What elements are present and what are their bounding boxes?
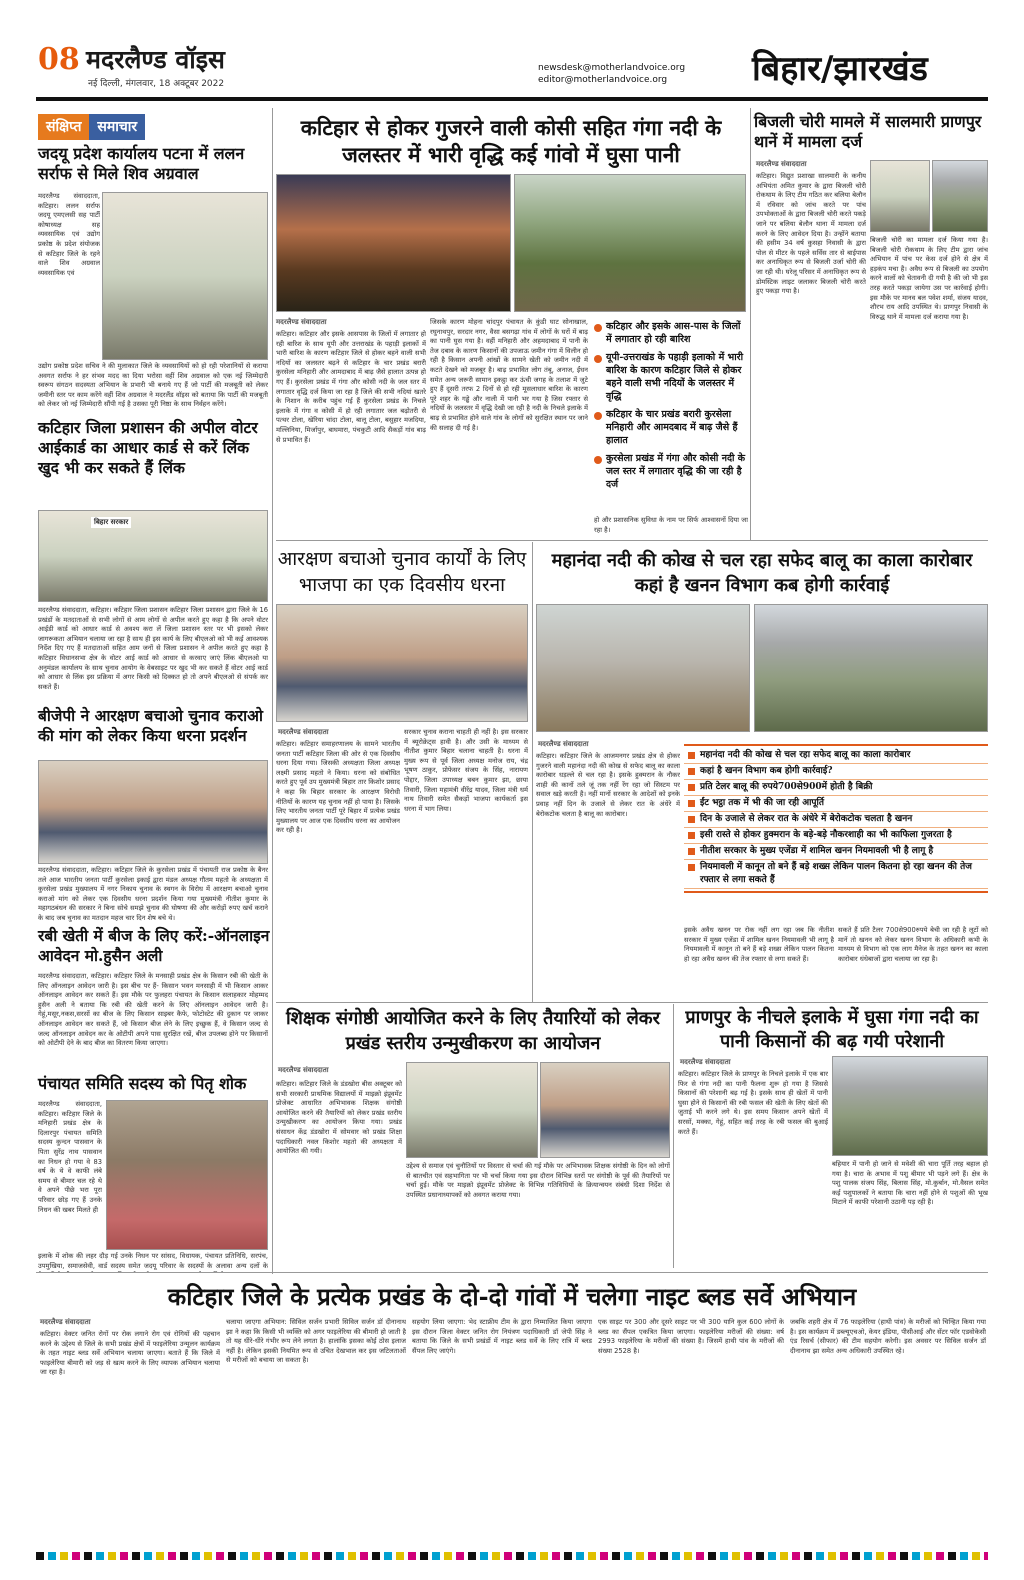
article-text: मदरलैण्ड संवाददाता, कटिहार। कटिहार जिले के मनसाही प्रखंड क्षेत्र के किसान रबी की खेती के लिए ऑनलाइन आवेदन जारी है। इस बीच पर हैं- किसान भवन मनसाही में भी किसान आकर ऑनलाइन आवेदन कर सकते हैं। इस मौके पर फुलहरा पंचायत के किसान सलाहकार मोहम्मद हुसैन अली ने बताया कि रबी की खेती करने के लिए ऑनलाइन आवेदन जारी है। गेहूं,मसूर,नकस,सरसों का बीज के लिए किसान साइबर कैफे, फोटोस्टेट की दुकान पर जाकर ऑनलाइन आवेदन कर सकते हैं, जो किसान बीज लेने के लिए इच्छुक हैं, वे किसान जल्द से जल्द ऑनलाइन आवेदन कर के ओटीपी अपने पास सुरक्षित रखें, बीज उपलब्ध होने पर किसानों को ओटीपी देने के बाद बीज का वितरण किया जाएगा।: [38, 972, 268, 1048]
highlights-box: [592, 320, 748, 496]
column-divider: [673, 1004, 674, 1268]
highlight-item: कटिहार और इसके आस-पास के जिलों में लगातार हो रही बारिश: [592, 320, 748, 346]
article-text: जिसके कारण मोहना चांदपुर पंचायत के कुंडी घाट सोनाखाल, रघुनाथपुर, सरदार नगर, वैसा बसगढ़ा गांव में लोगों के घरों में बाढ़ का पानी घुस गया है। वहीं मनिहारी और अहमदाबाद में पानी के तेज दबाव के कारण किसानों की उपजाऊ जमीन गंगा में विलीन हो रही है किसान अपनी आंखों के सामने खेती को जमीन नदी में कटते देखने को मजबूर है। बाढ़ प्रभावित लोग तंबू, अनाज, ईंधन समेत अन्य जरूरी सामान इकट्ठा कर ऊंची जगह के तलाश में जुटे हुए हैं दूसरी तरफ 2 दिनों से हो रही मूसलाधार बारिश के कारण पूरे शहर के गड्ढे और नाली में पानी भर गया है जिस रफ्तार से नदियों के जलस्तर में वृद्धि देखी जा रही है नदी के निचले इलाके में बाढ़ से प्रभावित होने वाले गांव के लोगों को सुरक्षित स्थान पर जाने की सलाह दी गई है।: [430, 318, 588, 432]
article-text: मदरलैण्ड संवाददाता, कटिहार। ललन सर्राफ जदयू एमएलसी सह पार्टी कोषाध्यक्ष सह व्यवसायिक एवं उद्योग प्रकोष्ठ के प्रदेश संयोजक से कटिहार जिले के रहने वाले शिव अग्रवाल व्यवसायिक एवं: [38, 192, 100, 277]
byline: मदरलैण्ड संवाददाता: [278, 728, 329, 736]
row-divider: [36, 1272, 988, 1273]
photo-river-sunset: [276, 174, 511, 312]
print-color-strip: [36, 1552, 988, 1560]
article-text: बिजली चोरी का मामला दर्ज किया गया है। बिजली चोरी रोकथाम के लिए टीम द्वारा जांच अभियान में पांच पर केस दर्ज होने से क्षेत्र में हड़कंप मचा है। अवैध रूप से बिजली का उपयोग करने वालों को चेतावनी दी गयी है की जो भी इस तरह करते पकड़ा जायेगा उस पर कार्रवाई होगी। इस मौके पर मानव बल पवेश शर्मा, संजय यादव, शौरभ राय आदि उपस्थित थे। प्राणपुर निवासी के विरुद्ध थाने में मामला दर्ज कराया गया है।: [870, 236, 988, 321]
headline-kosi-ganga-flood: कटिहार से होकर गुजरने वाली कोसी सहित गंगा नदी के जलस्तर में भारी वृद्धि कई गांवो में घुसा पानी: [300, 115, 722, 167]
article-text: कटिहार। कटिहार जिले के डंडखोरा बीस अक्टूबर को सभी सरकारी प्राथमिक विद्यालयों में माइक्रो इंप्रूवमेंट प्रोजेक्ट आधारित अभिभावक शिक्षक संगोष्ठी आयोजित करने की तैयारियों को लेकर प्रखंड स्तरीय उन्मुखीकरण का आयोजन किया गया। प्रखंड संसाधन केंद्र डंडखोरा में सोमवार को प्रखंड शिक्षा पदाधिकारी नवल किशोर महतो की अध्यक्षता में आयोजित की गयी।: [276, 1080, 402, 1156]
email-editor[interactable]: editor@motherlandvoice.org: [538, 75, 668, 85]
article-text: कटिहार। कटिहार जिले के प्राणपुर के निचले इलाके में एक बार फिर से गंगा नदी का पानी फैलना शुरू हो गया है जिससे किसानों की परेशानी बढ़ गई है। इसके साथ ही खेतों में पानी घुसा होने से किसानों की रबी फसल की खेती के लिए खेतों की जुताई भी करने लगे थे। इस समय किसान अपने खेतों में सरसों, मक्का, गेहूं, सहित कई तरह के रबी फसल की बुआई करते हैं।: [678, 1070, 828, 1136]
article-text: एक साइट पर 300 और दूसरे साइट पर भी 300 यानि कुल 600 लोगों के ब्लड का सैंपल एकत्रित किया जाएगा। फाइलेरिया मरीजों की संख्या: वर्ष 2993 फाइलेरिया के मरीजों की संख्या है। जिसमें हाथी पांव के मरीजों की संख्या 2528 है।: [598, 1318, 784, 1355]
header-rule: [36, 97, 988, 101]
page-number: 08: [38, 42, 80, 77]
headline-bjp-dharna: बीजेपी ने आरक्षण बचाओ चुनाव कराओ की मांग को लेकर किया धरना प्रदर्शन: [38, 706, 264, 745]
page-header: [0, 0, 1024, 100]
article-text: उद्योग प्रकोष्ठ प्रदेश सचिव ने की मुलाकात जिले के व्यवसायियों को हो रही परेशानियों से कराया अवगत सर्राफ ने हर संभव मदद का दिया भरोसा वहीं शिव अग्रवाल को एक नई जिम्मेदारी स्वरूप संगठन सदस्यता अभियान के प्रभारी भी बनाये गए हैं जो पार्टी की मजबूती को लेकर जमीनी स्तर पर काम करेंगे वहीं शिव अग्रवाल ने मदरलैंड वॉइस को बताया कि पार्टी की मजबूती को लेकर जो नई जिम्मेदारी सौंपी गई है उसका पूरी निष्ठा के साथ निर्वहन करेंगे।: [38, 362, 268, 409]
article-text: कटिहार। वेक्टर जनित रोगों पर रोक लगाने रोग एवं रोगियों की पहचान करने के उद्देश्य से जिले के सभी प्रखंड क्षेत्रों में फाइलेरिया उन्मूलन कार्यक्रम के तहत नाइट ब्लड सर्वे अभियान चलाया जाएगा। बताते हैं कि जिले में फाइलेरिया बीमारी को जड़ से खत्म करने के लिए व्यापक अभियान चलाया जा रहा है।: [40, 1330, 220, 1377]
highlight-item: यूपी-उत्तराखंड के पहाड़ी इलाको में भारी बारिश के कारण कटिहार जिले से होकर बहने वाली सभी नदियों के जलस्तर में वृद्धि: [592, 351, 748, 403]
photo-meeting: [102, 192, 268, 360]
highlight-item: ईंट भट्ठा तक में भी की जा रही आपूर्ति: [684, 796, 988, 812]
photo-riverbank: [754, 604, 988, 732]
photo-seminar-2: [540, 1062, 670, 1158]
email-newsdesk[interactable]: newsdesk@motherlandvoice.org: [538, 63, 686, 73]
article-text: कटिहार। विद्युत प्रशाखा सालमारी के कनीय अभियंता अमित कुमार के द्वारा बिजली चोरी रोकथाम के लिए टीम गठित कर बलिया बेलौन में रविवार को जांच करते पर पांच उपभोक्ताओं के द्वारा बिजली चोरी करते पकड़े जाने पर बलिया बेलौन थाना में मामला दर्ज करने के लिए आवेदन दिया है। उन्होंने बताया की हसीम 34 वर्ष कुसहा निवासी के द्वारा पोल से मीटर के पहले सर्विस तार से बाईपास कर अनाधिकृत रूप से बिजली उर्जा चोरी की जा रही थी। घरेलू परिसर में अनाधिकृत रूप से डोमस्टिक लाइट जलाकर बिजली चोरी करते हुए पकड़ा गया है।: [756, 172, 866, 296]
article-text: मदरलैण्ड संवाददाता, कटिहार। कटिहार जिले के मनिहारी प्रखंड क्षेत्र के दिलारपुर पंचायत समिति सदस्य कुन्दन पासवान के पिता सुरेंद्र नाथ पासवान का निधन हो गया वे 83 वर्ष के थे वे काफी लंबे समय से बीमार चल रहे थे वे अपने पीछे भरा पूरा परिवार छोड़ गए हैं उनके निधन की खबर मिलते ही: [38, 1100, 102, 1214]
article-text: जबकि शहरी क्षेत्र में 76 फाइलेरिया (हाथी पांव) के मरीजों को चिन्हित किया गया है। इस कार्यक्रम में डब्ल्यूएचओ, केयर इंडिया, पीसीआई और सेंटर फॉर एडवोकेसी एंड रिसर्च (सीफार) की टीम सहयोग करेगी। इस अवसर पर सिविल सर्जन डॉ दीनानाथ झा समेत अन्य अधिकारी उपस्थित रहे।: [790, 1318, 986, 1355]
headline-teacher-seminar: शिक्षक संगोष्ठी आयोजित करने के लिए तैयारियों को लेकर प्रखंड स्तरीय उन्मुखीकरण का आयोजन: [286, 1008, 660, 1054]
brief-news-label: [38, 114, 268, 140]
article-text: कटिहार। कटिहार और इसके आसपास के जिलों में लगातार हो रही बारिश के साथ यूपी और उत्तराखंड के पहाड़ी इलाकों में भारी बारिश के कारण कटिहार जिले से होकर बहने वाली सभी नदियों का जलस्तर बढ़ने से कटिहार के चार प्रखंड बरारी कुरसेला मनिहारी और आमदाबाद में बाढ़ जैसे हालात उत्पन्न हो गए हैं। कुरसेला प्रखंड में गंगा और कोसी नदी के जल स्तर में लगातार वृद्धि दर्ज किया जा रहा है जिले की सभी नदियां खतरे के निशान के करीब पहुंच गई हैं कुरसेला प्रखंड के निचले इलाके में गंगा व कोसी में हो रही लगातार जल बढ़ोतरी से पत्थर टोला, खेरिया चांदा टोला, बालू टोला, बसुहार मजदिया, मल्लिनिया, मिर्जापुर, बाघमारा, पंचकुटी आदि सैकड़ों गांव बाढ़ से प्रभावित हैं।: [276, 330, 426, 444]
headline-mahananda-sand: महानंदा नदी की कोख से चल रहा सफेद बालू का काला कारोबार कहां है खनन विभाग कब होगी कार्रवाई: [551, 550, 973, 596]
byline: मदरलैण्ड संवाददाता: [756, 160, 807, 168]
headline-voter-aadhaar: कटिहार जिला प्रशासन की अपील वोटर आईकार्ड का आधार कार्ड से करें लिंक खुद भी कर सकते हैं लिंक: [38, 418, 258, 477]
headline-bjp-reservation: आरक्षण बचाओ चुनाव कार्यों के लिए भाजपा का एक दिवसीय धरना: [277, 548, 527, 596]
highlight-item: प्रति टेलर बालू की रुपये700से900में होती है बिक्री: [684, 780, 988, 796]
article-text: इलाके में शोक की लहर दौड़ गई उनके निधन पर सांसद, विधायक, पंचायत प्रतिनिधि, सरपंच, उपमुखिया, समाजसेवी, वार्ड सदस्य समेत जदयू परिवार के सदस्यों के अलावा अन्य दलों के: [38, 1252, 268, 1270]
article-text: सरकार चुनाव कराना चाहती ही नहीं है। इस सरकार में ब्यूरोक्रेट्स हावी है। और उसी के माध्यम से नीतीश कुमार बिहार चलाना चाहती है। धरना में मुख्य रूप से पूर्व जिला अध्यक्ष मनोज राय, चंद्र भूषण ठाकुर, प्रोफेसर संजय के सिंह, नारायण पोद्दार, जिला उपाध्यक्ष बबन कुमार झा, छाया तिवारी, जिला महामंत्री वीरेंद्र यादव, जिला मंत्री धर्म नाथ तिवारी समेत सैकड़ों भाजपा कार्यकर्ता इस धरना में भाग लिया।: [404, 728, 528, 813]
byline: मदरलैण्ड संवाददाता: [538, 740, 589, 748]
article-text: मदरलैण्ड संवाददाता, कटिहार। कटिहार जिले के कुरसेला प्रखंड में पंचायती राज प्रकोष्ठ के बैनर तले आज भारतीय जनता पार्टी कुरसेला इकाई द्वारा मंडल अध्यक्ष गौतम महतो के अध्यक्षता में कुरसेला प्रखंड मुख्यालय में नगर निकाय चुनाव के स्थगन के विरोध में आरक्षण बचाओ चुनाव कराओ मांग को लेकर एक दिवसीय धरना प्रदर्शन किया गया मुख्यमंत्री नीतीश कुमार के महागठबंधन की सरकार ने बिना सोचे समझे चुनाव की घोषणा की और करोड़ों रुपए खर्च कराने के बाद जब चुनाव का मतदान महज चार दिन शेष बचे थे।: [38, 866, 268, 922]
article-text: कटिहार। कटिहार समाहरणालय के सामने भारतीय जनता पार्टी कटिहार जिला की ओर से एक दिवसीय धरना दिया गया। जिसकी अध्यक्षता जिला अध्यक्ष लक्ष्मी प्रसाद महतो ने किया। धरना को संबोधित करते हुए पूर्व उप मुख्यमंत्री बिहार तार किशोर प्रसाद ने कहा कि बिहार सरकार के आरक्षण विरोधी नीतियों के कारण यह चुनाव नहीं हो पाया है। जिसके लिए भारतीय जनता पार्टी पूरे बिहार में प्रत्येक प्रखंड मुख्यालय पर आज एक दिवसीय धरना का आयोजन कर रही है।: [276, 740, 400, 835]
photo-accused: [870, 160, 930, 232]
column-divider: [750, 108, 751, 540]
highlight-item: नियमावली में कानून तो बने हैं बड़े शख्स लेकिन पालन कितना हो रहा खनन की तेज रफ्तार से लगा सकते हैं: [684, 860, 988, 889]
headline-lalan-sarraf: जदयू प्रदेश कार्यालय पटना में ललन सर्राफ से मिले शिव अग्रवाल: [38, 144, 245, 183]
photo-portrait: [106, 1100, 268, 1250]
photo-flooded-village: [514, 174, 746, 312]
column-divider: [272, 108, 273, 1274]
photo-sand-mining: [536, 604, 750, 732]
article-text: सहयोग लिया जाएगा: भेद स्टाफ्रीय टीम के द्वारा निम्माजित किया जाएगा इस दौरान जिला वेक्टर जनित रोग नियंत्रण पदाधिकारी डॉ जेपी सिंह ने बताया कि जिले के सभी प्रखंडों में नाइट ब्लड सर्वे के लिए रात्रि में ब्लड सैंपल लिए जाएंगे।: [412, 1318, 592, 1355]
article-text: उद्देश्य से समाज एवं चुनौतियों पर विस्तार से चर्चा की गई मौके पर अभिभावक शिक्षक संगोष्ठी के दिन को लोगों से बातचीत एवं सहभागिता पर भी चर्चा किया गया इस दौरान विभिन्न स्तरों पर संगोष्ठी के पूर्व की तैयारियों पर चर्चा हुई। मौके पर माइक्रो इंप्रूवमेंट प्रोजेक्ट के विभिन्न गतिविधियों के क्रियान्वयन संबंधी दिशा निर्देश से उपस्थित प्रधानाध्यापकों को अवगत कराया गया।: [406, 1162, 670, 1199]
article-text: कटिहार। कटिहार जिले के आजमनगर प्रखंड क्षेत्र से होकर गुजरने वाली महानंदा नदी की कोख से सफेद बालू का काला कारोबार धड़ल्ले से चल रहा है। इसके हुक्मरान के नौकर शाही की कानों तले जूं तक नहीं रेंग रहा जो सिस्टम पर सवाल खड़े करती है। नहीं मानों सरकार के आदेशों को इनके प्रवाह नहीं दिन के उजाले से लेकर रात के अंधेरे में बेरोकटोक चलता है बालू का कारोबार।: [536, 752, 680, 818]
date-line: नई दिल्ली, मंगलवार, 18 अक्टूबर 2022: [88, 79, 225, 89]
byline: मदरलैण्ड संवाददाता: [276, 318, 327, 326]
highlight-item: कुरसेला प्रखंड में गंगा और कोसी नदी के जल स्तर में लगातार वृद्धि की जा रही है दर्ज: [592, 452, 748, 491]
headline-electricity-theft: बिजली चोरी मामले में सालमारी प्राणपुर थानें में मामला दर्ज: [754, 112, 982, 151]
newspaper-name: मदरलैण्ड वॉइस: [86, 45, 225, 74]
headline-rabi-seed: रबी खेती में बीज के लिए करें:-ऑनलाइन आवेदन मो.हुसैन अली: [38, 926, 270, 965]
headline-night-blood-survey: कटिहार जिले के प्रत्येक प्रखंड के दो-दो गांवों में चलेगा नाइट ब्लड सर्वे अभियान: [167, 1282, 857, 1311]
row-divider: [276, 540, 988, 541]
highlight-item: महानंदा नदी की कोख से चल रहा सफेद बालू का काला कारोबार: [684, 748, 988, 764]
article-text: सकते हैं प्रति टैलर 700से900रुपये बेची जा रही है लूटों को मानें तो खनन को लेकर खनन विभाग के अधिकारी कभी के माध्यम से विभाग को एक लाग मैनेज के तहत खनन का काला कारोबार धंधेबाजों द्वारा चलाया जा रहा है।: [838, 926, 988, 963]
photo-caption-sign: बिहार सरकार: [91, 517, 131, 528]
byline: मदरलैण्ड संवाददाता: [40, 1318, 91, 1326]
highlights-box: [684, 744, 988, 893]
headline-condolence: पंचायत समिति सदस्य को पितृ शोक: [38, 1074, 247, 1093]
article-text: इसके अवैध खनन पर रोक नहीं लग रहा जब कि नीतीश सरकार में मुख्य एजेंडा में शामिल खनन नियमावली भी लागू है नियमावली में कानून तो बने हैं बड़े शख्स लेकिन पालन कितना हो रहा अवैध खनन की तेज रफ्तार से लगा सकते हैं।: [684, 926, 834, 963]
highlight-item: इसी रास्ते से होकर हुक्मरान के बड़े-बड़े नौकरशाही का भी काफिला गुजरता है: [684, 828, 988, 844]
brief-label: संक्षिप्त: [38, 114, 89, 140]
photo-seminar-1: [406, 1062, 538, 1158]
highlight-item: कटिहार के चार प्रखंड बरारी कुरसेला मनिहारी और आमदबाद में बाढ़ जैसे हैं हालात: [592, 408, 748, 447]
headline-pranpur-flood: प्राणपुर के नीचले इलाके में घुसा गंगा नदी का पानी किसानों की बढ़ गयी परेशानी: [685, 1007, 979, 1052]
article-text: चलाया जाएगा अभियान: सिविल सर्जन प्रभारी सिविल सर्जन डॉ दीनानाथ झा ने कहा कि किसी भी व्यक्ति को अगर फाइलेरिया की बीमारी हो जाती है तो यह धीरे-धीरे गंभीर रूप लेने लगता है। हालांकि इसका कोई ठोस इलाज नहीं है। लेकिन इसकी नियमित रूप से उचित देखभाल कर इस जटिलताओं से मरीजों को बचाया जा सकता है।: [226, 1318, 406, 1365]
news-label: समाचार: [89, 114, 145, 140]
article-text: हो और प्रशासनिक सुविधा के नाम पर सिर्फ आश्वासनों दिया जा रहा है।: [594, 516, 748, 534]
photo-protest: [38, 760, 268, 864]
contact-emails: [538, 62, 685, 86]
photo-waterlogged-field: [832, 1056, 988, 1156]
section-title: बिहार/झारखंड: [752, 49, 928, 89]
column-divider: [532, 542, 533, 1002]
row-divider: [276, 1002, 988, 1003]
article-text: मदरलैण्ड संवाददाता, कटिहार। कटिहार जिला प्रशासन कटिहार जिला प्रशासन द्वारा जिले के 16 प्रखंडों के मतदाताओं से सभी लोगों से आम लोगों से अपील करते हुए कहा है कि अपने वोटर आईडी कार्ड को आधार कार्ड से अवश्य करा लें जिला प्रशासन स्तर पर भी इसको लेकर जागरूकता अभियान चलाया जा रहा है साथ ही इस कार्य के लिए बीएलओ को भी कई आवश्यक निर्देश दिए गए हैं मतदाताओं सहित आम जनों से जिला प्रशासन ने अपील करते हुए कहा है कटिहार विधानसभा क्षेत्र के वोटर आई कार्ड को आधार से करवाए जाएं लिंक बीएलओ या अनुमंडल कार्यालय के साथ चुनाव आयोग के वेबसाइट पर खुद भी कर सकते हैं वोटर आई कार्ड को आधार से लिंक इस प्रक्रिया में अगर किसी को दिक्कत हो तो अपने बीएलओ से संपर्क कर सकते हैं।: [38, 606, 268, 691]
article-text: बहियार में पानी हो जाने से मवेशी की चारा पूर्ति तरह बहाल हो गया है। चारा के अभाव में पशु बीमार भी पड़ने लगे हैं। क्षेत्र के पशु पालक संजय सिंह, बिलास सिंह, मो.कुर्बान, मो.वैसल समेत कई पशुपालकों ने बताया कि चारा नहीं होने से पशुओं की भूख मिटाने में काफी परेशानी उठानी पड़ रही है।: [832, 1160, 988, 1207]
highlight-item: नीतीश सरकार के मुख्य एजेंडा में शामिल खनन नियमावली भी है लागू है: [684, 844, 988, 860]
photo-bjp-dharna: [276, 604, 528, 722]
highlight-item: कहां है खनन विभाग कब होगी कार्रवाई?: [684, 764, 988, 780]
photo-site: [932, 160, 988, 232]
byline: मदरलैण्ड संवाददाता: [680, 1058, 731, 1066]
photo-official: [38, 510, 268, 602]
highlight-item: दिन के उजाले से लेकर रात के अंधेरे में बेरोकटोक चलता है खनन: [684, 812, 988, 828]
byline: मदरलैण्ड संवाददाता: [278, 1066, 329, 1074]
